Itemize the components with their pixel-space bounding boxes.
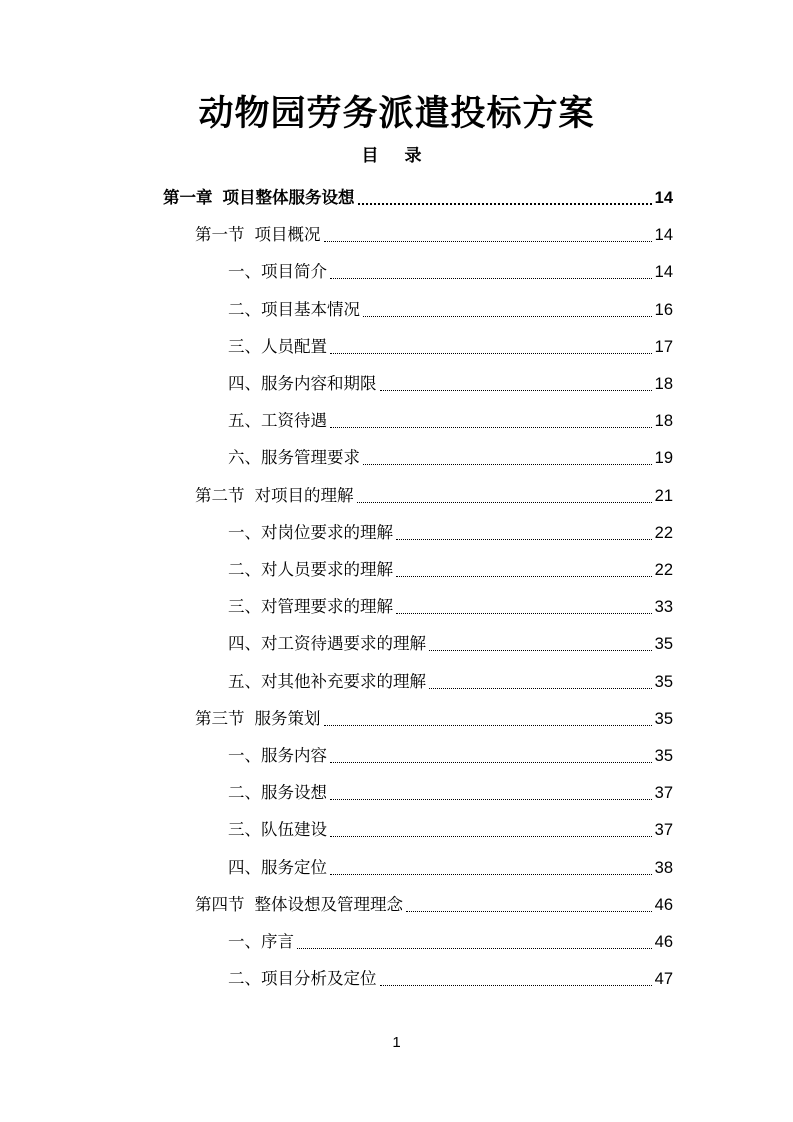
toc-entry-page: 35 [654, 673, 673, 691]
toc-heading: 目 录 [361, 146, 432, 166]
toc-entry-prefix: 第三节 [195, 709, 245, 728]
document-title: 动物园劳务派遣投标方案 [198, 94, 595, 134]
toc-entry-page: 18 [654, 375, 673, 393]
toc-entry-text: 四、对工资待遇要求的理解 [228, 634, 426, 653]
toc-entry[interactable] [228, 409, 673, 433]
dot-leader [330, 353, 652, 354]
dot-leader [358, 203, 652, 205]
toc-entry-text: 整体设想及管理理念 [254, 895, 403, 914]
toc-entry-text: 三、队伍建设 [228, 820, 327, 839]
toc-entry-label [228, 744, 327, 768]
toc-entry-page: 14 [654, 189, 673, 207]
toc-entry-page: 47 [654, 970, 673, 988]
toc-entry-page: 38 [654, 859, 673, 877]
toc-entry[interactable] [228, 335, 673, 359]
toc-entry-text: 三、对管理要求的理解 [228, 597, 393, 616]
toc-entry-label [195, 893, 403, 917]
page-number: 1 [392, 1034, 401, 1051]
toc-entry-text: 一、对岗位要求的理解 [228, 523, 393, 542]
dot-leader [330, 762, 652, 763]
toc-entry-label [228, 446, 360, 470]
toc-entry-prefix: 第二节 [195, 486, 245, 505]
toc-entry[interactable] [163, 186, 673, 210]
toc-entry-text: 对项目的理解 [254, 486, 354, 505]
toc-entry-page: 22 [654, 561, 673, 579]
toc-entry-label [228, 409, 327, 433]
toc-entry-label [228, 670, 426, 694]
toc-entry-page: 35 [654, 710, 673, 728]
toc-entry[interactable] [228, 298, 673, 322]
toc-entry-text: 二、对人员要求的理解 [228, 560, 393, 579]
toc-entry-page: 46 [654, 896, 673, 914]
toc-entry[interactable] [228, 967, 673, 991]
dot-leader [380, 390, 652, 391]
toc-entry-page: 46 [654, 933, 673, 951]
toc-entry-label [228, 856, 327, 880]
dot-leader [330, 799, 652, 800]
toc-entry-label [228, 521, 393, 545]
dot-leader [297, 948, 652, 949]
toc-entry-label [195, 223, 321, 247]
dot-leader [330, 427, 652, 428]
toc-entry-prefix: 第四节 [195, 895, 245, 914]
toc-entry-page: 17 [654, 338, 673, 356]
toc-entry-prefix: 第一节 [195, 225, 245, 244]
toc-entry[interactable] [228, 930, 673, 954]
dot-leader [429, 688, 652, 689]
toc-entry-label [228, 781, 327, 805]
toc-entry[interactable] [228, 632, 673, 656]
toc-entry-text: 二、项目分析及定位 [228, 969, 377, 988]
toc-entry-label [195, 707, 321, 731]
toc-entry-label [228, 595, 393, 619]
toc-entry-text: 一、服务内容 [228, 746, 327, 765]
toc-entry-label [228, 260, 327, 284]
toc-entry-text: 四、服务内容和期限 [228, 374, 377, 393]
toc-entry-text: 三、人员配置 [228, 337, 327, 356]
toc-entry[interactable] [195, 223, 673, 247]
dot-leader [396, 613, 652, 614]
toc-entry-page: 35 [654, 635, 673, 653]
toc-entry-page: 14 [654, 263, 673, 281]
toc-entry-text: 项目整体服务设想 [222, 188, 355, 207]
dot-leader [324, 241, 652, 242]
toc-entry-text: 五、工资待遇 [228, 411, 327, 430]
dot-leader [330, 874, 652, 875]
toc-entry-page: 37 [654, 784, 673, 802]
toc-entry[interactable] [195, 707, 673, 731]
dot-leader [324, 725, 652, 726]
toc-entry-label [228, 930, 294, 954]
toc-entry[interactable] [228, 595, 673, 619]
dot-leader [357, 502, 652, 503]
dot-leader [396, 576, 652, 577]
toc-entry-page: 14 [654, 226, 673, 244]
dot-leader [429, 650, 652, 651]
toc-entry-label [228, 818, 327, 842]
dot-leader [396, 539, 652, 540]
dot-leader [380, 985, 652, 986]
toc-entry-prefix: 第一章 [163, 188, 213, 207]
toc-entry-page: 18 [654, 412, 673, 430]
toc-entry[interactable] [228, 260, 673, 284]
toc-entry[interactable] [228, 372, 673, 396]
toc-entry-label [228, 335, 327, 359]
toc-entry-text: 项目概况 [254, 225, 321, 244]
toc-entry[interactable] [228, 558, 673, 582]
toc-entry-text: 二、服务设想 [228, 783, 327, 802]
toc-entry[interactable] [195, 893, 673, 917]
toc-entry-text: 五、对其他补充要求的理解 [228, 672, 426, 691]
toc-entry-label [228, 632, 426, 656]
dot-leader [406, 911, 652, 912]
toc-entry-text: 一、序言 [228, 932, 294, 951]
toc-entry[interactable] [228, 521, 673, 545]
toc-entry-page: 19 [654, 449, 673, 467]
toc-entry[interactable] [195, 484, 673, 508]
toc-entry-label [228, 558, 393, 582]
toc-entry[interactable] [228, 818, 673, 842]
dot-leader [330, 836, 652, 837]
toc-entry-label [163, 186, 355, 210]
toc-entry[interactable] [228, 446, 673, 470]
toc-entry-page: 16 [654, 301, 673, 319]
toc-entry-page: 22 [654, 524, 673, 542]
toc-entry-page: 35 [654, 747, 673, 765]
toc-entry-label [228, 372, 377, 396]
dot-leader [363, 464, 652, 465]
toc-entry-text: 四、服务定位 [228, 858, 327, 877]
toc-entry[interactable] [228, 670, 673, 694]
toc-entry-text: 服务策划 [254, 709, 321, 728]
toc-entry-label [228, 298, 360, 322]
dot-leader [330, 278, 652, 279]
toc-entry-label [195, 484, 354, 508]
toc-entry-page: 33 [654, 598, 673, 616]
dot-leader [363, 316, 652, 317]
toc-entry-page: 37 [654, 821, 673, 839]
toc-entry[interactable] [228, 856, 673, 880]
toc-entry[interactable] [228, 744, 673, 768]
toc-entry-text: 一、项目简介 [228, 262, 327, 281]
toc-entry[interactable] [228, 781, 673, 805]
toc-entry-label [228, 967, 377, 991]
toc-entry-text: 六、服务管理要求 [228, 448, 360, 467]
toc-entry-text: 二、项目基本情况 [228, 300, 360, 319]
toc-entry-page: 21 [654, 487, 673, 505]
